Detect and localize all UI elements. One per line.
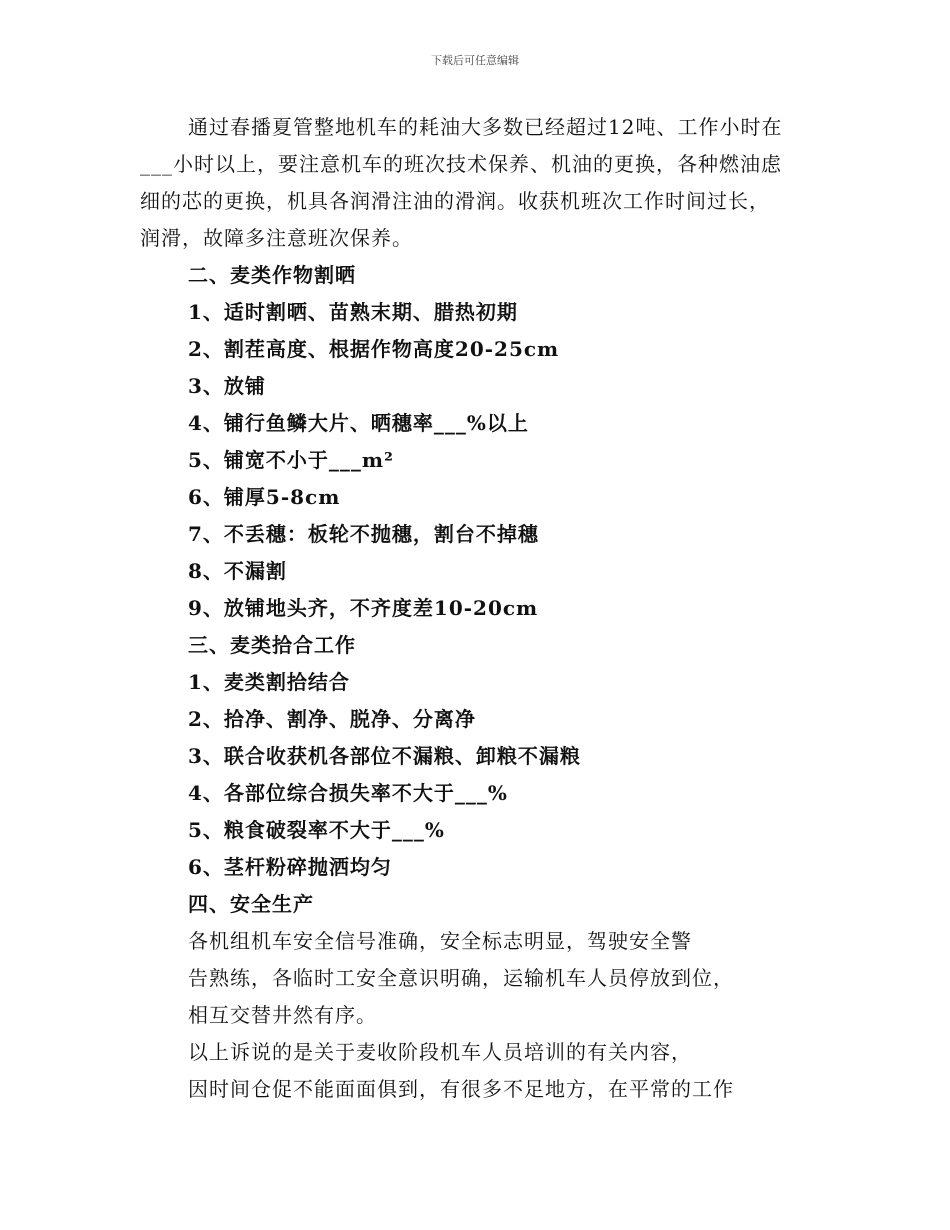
section-heading: 三、麦类拾合工作 (188, 633, 356, 657)
list-item: 6、茎杆粉碎抛洒均匀 (188, 855, 392, 879)
paragraph-line: 相互交替井然有序。 (188, 1003, 377, 1027)
paragraph-line: 告熟练，各临时工安全意识明确，运输机车人员停放到位， (188, 966, 734, 990)
page-header: 下载后可任意编辑 (431, 54, 519, 67)
section-heading: 四、安全生产 (188, 892, 314, 916)
list-item: 9、放铺地头齐，不齐度差10-20cm (188, 596, 539, 620)
list-item: 4、各部位综合损失率不大于___% (188, 781, 508, 805)
section-heading: 二、麦类作物割晒 (188, 263, 356, 287)
paragraph-line: 以上诉说的是关于麦收阶段机车人员培训的有关内容， (188, 1040, 692, 1064)
list-item: 5、铺宽不小于___m² (188, 448, 394, 472)
paragraph-line: 润滑，故障多注意班次保养。 (140, 226, 413, 250)
list-item: 1、麦类割拾结合 (188, 670, 350, 694)
list-item: 2、拾净、割净、脱净、分离净 (188, 707, 476, 731)
list-item: 4、铺行鱼鳞大片、晒穗率___%以上 (188, 411, 529, 435)
list-item: 3、放铺 (188, 374, 266, 398)
list-item: 3、联合收获机各部位不漏粮、卸粮不漏粮 (188, 744, 581, 768)
list-item: 8、不漏割 (188, 559, 287, 583)
list-item: 2、割茬高度、根据作物高度20-25cm (188, 337, 560, 361)
list-item: 6、铺厚5-8cm (188, 485, 341, 509)
list-item: 5、粮食破裂率不大于___% (188, 818, 445, 842)
paragraph-line: 各机组机车安全信号准确，安全标志明显，驾驶安全警 (188, 929, 692, 953)
list-item: 1、适时割晒、苗熟末期、腊热初期 (188, 300, 518, 324)
list-item: 7、不丢穗：板轮不抛穗，割台不掉穗 (188, 522, 539, 546)
paragraph-line: ___小时以上，要注意机车的班次技术保养、机油的更换，各种燃油虑 (140, 152, 782, 176)
paragraph-line: 通过春播夏管整地机车的耗油大多数已经超过12吨、工作小时在 (188, 115, 783, 139)
paragraph-line: 因时间仓促不能面面俱到，有很多不足地方，在平常的工作 (188, 1077, 734, 1101)
paragraph-line: 细的芯的更换，机具各润滑注油的滑润。收获机班次工作时间过长， (140, 189, 770, 213)
